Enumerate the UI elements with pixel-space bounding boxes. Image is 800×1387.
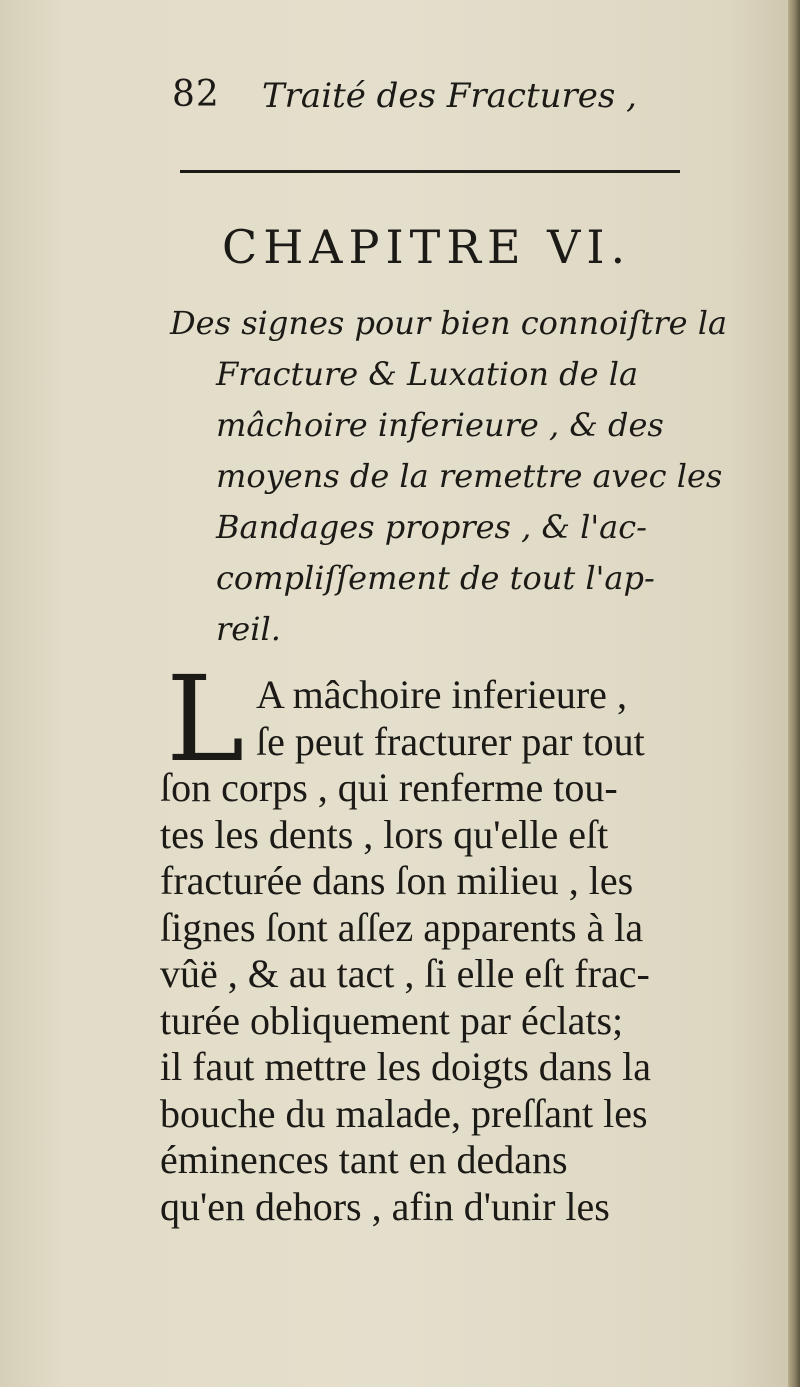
body-line: turée obliquement par éclats; [160, 997, 624, 1043]
summary-line: Fracture & Luxation de la [216, 355, 639, 393]
summary-line: compliſſement de tout l'ap- [216, 559, 655, 597]
chapter-heading: CHAPITRE VI. [222, 220, 632, 274]
body-line: vûë , & au tact , ſi elle eſt frac- [160, 951, 650, 996]
body-line: il faut mettre les doigts dans la [160, 1044, 651, 1089]
body-line: bouche du malade, preſſant les [160, 1090, 648, 1136]
page-number: 82 [172, 74, 220, 115]
body-line: qu'en dehors , afin d'unir les [160, 1183, 610, 1229]
summary-line: Bandages propres , & l'ac- [216, 508, 647, 546]
summary-line: moyens de la remettre avec les [216, 457, 723, 495]
body-line: ſignes ſont aſſez apparents à la [160, 904, 644, 950]
header-rule [180, 170, 680, 173]
drop-cap: L [166, 650, 245, 788]
page-edge [788, 0, 800, 1387]
body-line: A mâchoire inferieure , [256, 672, 627, 717]
body-line: ſe peut fracturer par tout [256, 718, 645, 764]
summary-line: reil. [216, 610, 281, 648]
body-line: fracturée dans ſon milieu , les [160, 858, 634, 903]
body-line: tes les dents , lors qu'elle eſt [160, 811, 609, 857]
summary-line: Des signes pour bien connoiſtre la [170, 304, 728, 342]
body-line: ſon corps , qui renferme tou- [160, 765, 618, 810]
body-paragraph [160, 672, 705, 1230]
summary-line: mâchoire inferieure , & des [216, 406, 664, 444]
running-title: Traité des Fractures , [262, 76, 637, 116]
running-head [172, 68, 642, 128]
chapter-summary [170, 298, 728, 655]
body-line: éminences tant en dedans [160, 1137, 568, 1182]
